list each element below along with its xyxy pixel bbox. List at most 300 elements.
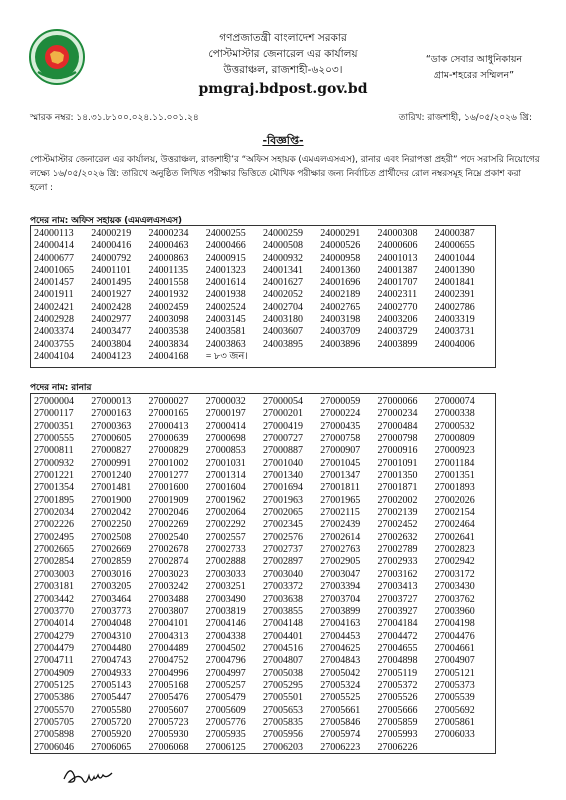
roll-number: 27003430 <box>434 581 475 593</box>
roll-number: 27003023 <box>148 568 189 580</box>
roll-number: 27002897 <box>263 556 303 568</box>
roll-number: 27004146 <box>205 618 246 630</box>
roll-number: 27005295 <box>263 679 303 691</box>
roll-number: 27005705 <box>34 716 74 728</box>
roll-number: 24000915 <box>205 252 246 264</box>
roll-number: 27002859 <box>91 556 132 568</box>
roll-number: 27005121 <box>434 667 475 679</box>
notice-date: তারিখ: রাজশাহী, ১৬/০৫/২০২৬ খ্রি: <box>398 113 532 123</box>
roll-number: 27003394 <box>320 581 361 593</box>
roll-number: 27002064 <box>205 507 246 519</box>
roll-number: 27005723 <box>148 716 189 728</box>
roll-number: 27003773 <box>91 605 132 617</box>
roll-number: 24000863 <box>148 252 189 264</box>
roll-number: 27005476 <box>148 692 189 704</box>
roll-number: 27004807 <box>263 655 303 667</box>
roll-number: 27003490 <box>205 593 246 605</box>
roll-number: 27000532 <box>434 420 475 432</box>
roll-number: 24001932 <box>148 289 189 301</box>
roll-number: 27003172 <box>434 568 475 580</box>
roll-number: 27005119 <box>377 667 418 679</box>
notice-title: -বিজ্ঞপ্তি- <box>262 134 304 147</box>
roll-number: 24001044 <box>434 252 475 264</box>
roll-number: 27000419 <box>263 420 303 432</box>
roll-number: 27000338 <box>434 408 475 420</box>
roll-number: 27000758 <box>320 433 361 445</box>
roll-number: 24003895 <box>263 338 303 350</box>
roll-number: 27004489 <box>148 642 189 654</box>
website-link[interactable]: pmgraj.bdpost.gov.bd <box>198 81 368 97</box>
roll-number: 24001387 <box>377 264 418 276</box>
roll-number: 27002065 <box>263 507 303 519</box>
government-seal-logo <box>28 28 86 86</box>
roll-number: 27003819 <box>205 605 246 617</box>
roll-number: 27005692 <box>434 704 475 716</box>
roll-number: 24002786 <box>434 301 475 313</box>
roll-number: 24002770 <box>377 301 418 313</box>
roll-number: 24002421 <box>34 301 74 313</box>
roll-number: 27004310 <box>91 630 132 642</box>
roll-number: 24003319 <box>434 314 475 326</box>
roll-number: 24003180 <box>263 314 303 326</box>
roll-number: 27000363 <box>91 420 132 432</box>
roll-number: 27002854 <box>34 556 74 568</box>
roll-number: 27000414 <box>205 420 246 432</box>
total-count: = ৮৩ জন। <box>205 350 248 362</box>
roll-number: 27002823 <box>434 544 475 556</box>
roll-number: 27001240 <box>91 470 132 482</box>
roll-number: 27001347 <box>320 470 361 482</box>
roll-number: 24001457 <box>34 277 74 289</box>
roll-number: 24000414 <box>34 240 74 252</box>
roll-number: 24000655 <box>434 240 475 252</box>
roll-number: 27005935 <box>205 729 246 741</box>
roll-number: 27002874 <box>148 556 189 568</box>
roll-number: 27003162 <box>377 568 418 580</box>
roll-number: 27002789 <box>377 544 418 556</box>
roll-number: 27004048 <box>91 618 132 630</box>
roll-number: 27000032 <box>205 396 246 407</box>
roll-number: 27005479 <box>205 692 246 704</box>
roll-number: 27005372 <box>377 679 418 691</box>
roll-number: 27002269 <box>148 519 189 531</box>
roll-number: 27004502 <box>205 642 246 654</box>
roll-number: 27002452 <box>377 519 418 531</box>
roll-number: 27004279 <box>34 630 74 642</box>
roll-number: 24003899 <box>377 338 418 350</box>
roll-number: 24002765 <box>320 301 361 313</box>
roll-number: 27004743 <box>91 655 132 667</box>
roll-number: 27005666 <box>377 704 418 716</box>
roll-number: 27004752 <box>148 655 189 667</box>
roll-number: 27000916 <box>377 445 418 457</box>
roll-number: 24002189 <box>320 289 361 301</box>
roll-number: 27002026 <box>434 494 475 506</box>
roll-number: 27001002 <box>148 457 189 469</box>
roll-number: 27001811 <box>320 482 360 494</box>
roll-number: 24000466 <box>205 240 246 252</box>
roll-number: 27006226 <box>377 741 418 753</box>
roll-number: 27004163 <box>320 618 361 630</box>
roll-number: 27005607 <box>148 704 189 716</box>
roll-number: 24003607 <box>263 326 303 338</box>
roll-number: 27002508 <box>91 531 132 543</box>
roll-number: 24001360 <box>320 264 361 276</box>
roll-number: 27003638 <box>263 593 303 605</box>
roll-number: 24000416 <box>91 240 132 252</box>
slogan-line-2: গ্রাম-শহরের সম্মিলন” <box>433 70 515 81</box>
roll-number: 27006033 <box>434 729 475 741</box>
roll-number: 27005042 <box>320 667 361 679</box>
roll-number: 24004168 <box>148 350 189 362</box>
roll-number: 27000004 <box>34 396 74 407</box>
notice-intro: পোস্টমাস্টার জেনারেল এর কার্যালয়, উত্তরাঞ্চল, রাজশাহী’র “অফিস সহায়ক (এমএলএসএস), রানার এবং নিরাপত্তা প্রহরী” পদে সরাসরি নিয়োগের লক্ষ্যে ১৬/০৫/২০২৬ খ্রি: তারিখে অনুষ্ঠিত লিখিত পরীক্ষার ভিত্তিতে মৌখিক পরীক্ষার জন্য নির্বাচিত প্রার্থীদের রোল নম্বরসমূহ নিম্নে প্রকাশ করা হলো : <box>30 155 540 193</box>
roll-number: 24001341 <box>263 264 303 276</box>
roll-number: 27001184 <box>434 457 475 469</box>
roll-number: 27003762 <box>434 593 475 605</box>
roll-number: 27004453 <box>320 630 361 642</box>
roll-number: 27005125 <box>34 679 74 691</box>
roll-number: 27005373 <box>434 679 475 691</box>
roll-number: 27004796 <box>205 655 246 667</box>
roll-number: 24001938 <box>205 289 246 301</box>
roll-number: 27001895 <box>34 494 74 506</box>
roll-number: 27000066 <box>377 396 418 407</box>
roll-table-runner <box>30 393 496 754</box>
roll-number: 27002046 <box>148 507 189 519</box>
roll-number: 27002540 <box>148 531 189 543</box>
roll-number: 27004997 <box>205 667 246 679</box>
roll-number: 27004472 <box>377 630 418 642</box>
roll-number: 27001604 <box>205 482 246 494</box>
roll-number: 24001101 <box>91 264 131 276</box>
roll-number: 27000413 <box>148 420 189 432</box>
roll-number: 24000508 <box>263 240 303 252</box>
government-name: গণপ্রজাতন্ত্রী বাংলাদেশ সরকার <box>219 32 347 44</box>
roll-number: 27002576 <box>263 531 303 543</box>
roll-number: 27000727 <box>263 433 303 445</box>
roll-number: 24000113 <box>34 228 74 239</box>
roll-number: 24003477 <box>91 326 132 338</box>
roll-number: 27005861 <box>434 716 475 728</box>
roll-number: 27005835 <box>263 716 303 728</box>
roll-number: 27005846 <box>320 716 361 728</box>
roll-number: 24001013 <box>377 252 418 264</box>
roll-number: 27002115 <box>320 507 360 519</box>
roll-number: 27003770 <box>34 605 74 617</box>
roll-number: 27003704 <box>320 593 361 605</box>
roll-number: 24000291 <box>320 228 361 239</box>
office-address: উত্তরাঞ্চল, রাজশাহী-৬২০৩। <box>223 64 343 76</box>
roll-number: 27001031 <box>205 457 246 469</box>
roll-number: 24000259 <box>263 228 303 239</box>
roll-number: 27004907 <box>434 655 475 667</box>
roll-number: 27004479 <box>34 642 74 654</box>
roll-number: 24000677 <box>34 252 74 264</box>
roll-number: 24001065 <box>34 264 74 276</box>
roll-number: 27005653 <box>263 704 303 716</box>
roll-number: 27000853 <box>205 445 246 457</box>
roll-number: 27005501 <box>263 692 303 704</box>
roll-grid <box>34 396 492 754</box>
roll-number: 27005974 <box>320 729 361 741</box>
roll-number: 27000074 <box>434 396 475 407</box>
roll-number: 27004516 <box>263 642 303 654</box>
roll-number: 27003488 <box>148 593 189 605</box>
roll-number: 24004104 <box>34 350 74 362</box>
roll-number: 24003538 <box>148 326 189 338</box>
roll-number: 27005570 <box>34 704 74 716</box>
roll-number: 27005038 <box>263 667 303 679</box>
roll-number: 27003413 <box>377 581 418 593</box>
roll-number: 27004843 <box>320 655 361 667</box>
roll-number: 27005539 <box>434 692 475 704</box>
roll-number: 27002557 <box>205 531 246 543</box>
roll-number: 27005609 <box>205 704 246 716</box>
roll-number: 27001871 <box>377 482 418 494</box>
roll-number: 27001965 <box>320 494 361 506</box>
roll-number: 27002464 <box>434 519 475 531</box>
roll-number: 27000698 <box>205 433 246 445</box>
roll-number: 24000308 <box>377 228 418 239</box>
roll-number: 27001221 <box>34 470 74 482</box>
roll-number: 27001963 <box>263 494 303 506</box>
roll-number: 27002034 <box>34 507 74 519</box>
post-label-office-assistant: পদের নাম: অফিস সহায়ক (এমএলএসএস) <box>30 216 182 226</box>
roll-number: 27001600 <box>148 482 189 494</box>
roll-number: 24003755 <box>34 338 74 350</box>
roll-number: 27002042 <box>91 507 132 519</box>
roll-number: 24002052 <box>263 289 303 301</box>
roll-number: 27005930 <box>148 729 189 741</box>
roll-number: 27000163 <box>91 408 132 420</box>
roll-number: 27005720 <box>91 716 132 728</box>
roll-grid <box>34 228 492 363</box>
roll-number: 27006068 <box>148 741 189 753</box>
roll-number: 24001927 <box>91 289 132 301</box>
roll-number: 27001900 <box>91 494 132 506</box>
roll-number: 27005661 <box>320 704 361 716</box>
roll-number: 27001045 <box>320 457 361 469</box>
roll-number: 27000811 <box>34 445 74 457</box>
roll-number: 27000165 <box>148 408 189 420</box>
signature <box>62 763 116 787</box>
roll-number: 27000117 <box>34 408 74 420</box>
roll-number: 24000387 <box>434 228 475 239</box>
roll-number: 27001277 <box>148 470 189 482</box>
roll-number: 24000932 <box>263 252 303 264</box>
roll-number: 24003145 <box>205 314 246 326</box>
slogan <box>404 52 544 84</box>
roll-number: 27002942 <box>434 556 475 568</box>
roll-number: 27001091 <box>377 457 418 469</box>
roll-number: 27003855 <box>263 605 303 617</box>
organization-header <box>118 30 448 100</box>
roll-number: 27004198 <box>434 618 475 630</box>
roll-number: 27006223 <box>320 741 361 753</box>
roll-number: 27002632 <box>377 531 418 543</box>
roll-number: 24000606 <box>377 240 418 252</box>
roll-number: 24004123 <box>91 350 132 362</box>
roll-number: 27002226 <box>34 519 74 531</box>
roll-number: 27004476 <box>434 630 475 642</box>
roll-number: 24003098 <box>148 314 189 326</box>
roll-number: 27004401 <box>263 630 303 642</box>
roll-number: 27002888 <box>205 556 246 568</box>
roll-number: 27000555 <box>34 433 74 445</box>
roll-number: 27003442 <box>34 593 74 605</box>
roll-number: 27002495 <box>34 531 74 543</box>
roll-number: 24004006 <box>434 338 475 350</box>
roll-number: 27002154 <box>434 507 475 519</box>
roll-number: 27001314 <box>205 470 246 482</box>
roll-number: 27000059 <box>320 396 361 407</box>
roll-number: 27001354 <box>34 482 74 494</box>
roll-number: 27002669 <box>91 544 132 556</box>
roll-number: 27004996 <box>148 667 189 679</box>
roll-number: 24001841 <box>434 277 475 289</box>
roll-number: 24002977 <box>91 314 132 326</box>
roll-number: 24003834 <box>148 338 189 350</box>
roll-number: 27001962 <box>205 494 246 506</box>
roll-number: 24002311 <box>377 289 418 301</box>
roll-number: 24003896 <box>320 338 361 350</box>
memo-number: স্মারক নম্বর: ১৪.৩১.৮১০০.০২৪.১১.০০১.২৪ <box>30 113 199 123</box>
roll-number: 27000809 <box>434 433 475 445</box>
roll-number: 27000798 <box>377 433 418 445</box>
roll-number: 27004661 <box>434 642 475 654</box>
roll-number: 27000197 <box>205 408 246 420</box>
roll-number: 24002524 <box>205 301 246 313</box>
roll-number: 27000991 <box>91 457 132 469</box>
roll-number: 27005324 <box>320 679 361 691</box>
roll-number: 24001558 <box>148 277 189 289</box>
roll-number: 27003807 <box>148 605 189 617</box>
roll-number: 27003033 <box>205 568 246 580</box>
roll-number: 27003242 <box>148 581 189 593</box>
roll-number: 24003729 <box>377 326 418 338</box>
roll-number: 27001040 <box>263 457 303 469</box>
roll-number: 27001694 <box>263 482 303 494</box>
roll-number: 27003205 <box>91 581 132 593</box>
roll-number: 24002428 <box>91 301 132 313</box>
roll-number: 27005143 <box>91 679 132 691</box>
roll-number: 27003251 <box>205 581 246 593</box>
roll-number: 24002928 <box>34 314 74 326</box>
roll-number: 27005956 <box>263 729 303 741</box>
roll-number: 27005447 <box>91 692 132 704</box>
roll-number: 27004711 <box>34 655 74 667</box>
roll-number: 24001323 <box>205 264 246 276</box>
roll-number: 24002704 <box>263 301 303 313</box>
roll-number: 27005580 <box>91 704 132 716</box>
roll-number: 24001135 <box>148 264 189 276</box>
roll-number: 27002933 <box>377 556 418 568</box>
roll-number: 24000219 <box>91 228 132 239</box>
roll-number: 27003927 <box>377 605 418 617</box>
roll-number: 24003581 <box>205 326 246 338</box>
roll-number: 24001911 <box>34 289 74 301</box>
roll-number: 27000484 <box>377 420 418 432</box>
roll-number: 27002002 <box>377 494 418 506</box>
roll-number: 27000201 <box>263 408 303 420</box>
roll-number: 27000054 <box>263 396 303 407</box>
roll-number: 24003198 <box>320 314 361 326</box>
roll-number: 24001627 <box>263 277 303 289</box>
roll-number: 27003960 <box>434 605 475 617</box>
roll-number: 27003003 <box>34 568 74 580</box>
roll-number: 24001390 <box>434 264 475 276</box>
roll-number: 27004184 <box>377 618 418 630</box>
roll-number: 27001481 <box>91 482 132 494</box>
roll-number: 27006125 <box>205 741 246 753</box>
roll-number: 27000013 <box>91 396 132 407</box>
roll-number: 27004148 <box>263 618 303 630</box>
roll-number: 27004313 <box>148 630 189 642</box>
roll-number: 27004655 <box>377 642 418 654</box>
roll-number: 27004933 <box>91 667 132 679</box>
roll-number: 27003727 <box>377 593 418 605</box>
roll-number: 27005776 <box>205 716 246 728</box>
roll-number: 27000234 <box>377 408 418 420</box>
roll-number: 27004625 <box>320 642 361 654</box>
roll-number: 24001707 <box>377 277 418 289</box>
roll-number: 24000463 <box>148 240 189 252</box>
roll-number: 27002439 <box>320 519 361 531</box>
roll-number: 24003804 <box>91 338 132 350</box>
roll-number: 27000639 <box>148 433 189 445</box>
slogan-line-1: “ডাক সেবার আধুনিকায়ন <box>425 54 523 65</box>
roll-number: 27006203 <box>263 741 303 753</box>
roll-number: 27006046 <box>34 741 74 753</box>
office-name: পোস্টমাস্টার জেনারেল এর কার্যালয় <box>208 48 358 60</box>
roll-number: 27000351 <box>34 420 74 432</box>
roll-number: 27002292 <box>205 519 246 531</box>
roll-number: 24001495 <box>91 277 132 289</box>
roll-number: 27002733 <box>205 544 246 556</box>
roll-number: 24000958 <box>320 252 361 264</box>
post-label-runner: পদের নাম: রানার <box>30 383 92 393</box>
roll-number: 27002139 <box>377 507 418 519</box>
roll-number: 27003047 <box>320 568 361 580</box>
roll-number: 27000827 <box>91 445 132 457</box>
roll-number: 27001340 <box>263 470 303 482</box>
roll-number: 27002678 <box>148 544 189 556</box>
roll-number: 24003863 <box>205 338 246 350</box>
roll-number: 27001893 <box>434 482 475 494</box>
roll-number: 24002391 <box>434 289 475 301</box>
roll-number: 27002641 <box>434 531 475 543</box>
roll-number: 27005993 <box>377 729 418 741</box>
roll-number: 27001350 <box>377 470 418 482</box>
roll-number: 27000932 <box>34 457 74 469</box>
roll-number: 27005898 <box>34 729 74 741</box>
roll-number: 27005920 <box>91 729 132 741</box>
roll-number: 24003731 <box>434 326 475 338</box>
roll-number: 27002250 <box>91 519 132 531</box>
roll-number: 24000234 <box>148 228 189 239</box>
roll-number: 27005859 <box>377 716 418 728</box>
roll-number: 27002665 <box>34 544 74 556</box>
roll-number: 24003206 <box>377 314 418 326</box>
roll-number: 27000923 <box>434 445 475 457</box>
roll-number: 24000526 <box>320 240 361 252</box>
roll-number: 27005526 <box>377 692 418 704</box>
roll-number: 27000907 <box>320 445 361 457</box>
roll-number: 24001614 <box>205 277 246 289</box>
roll-number: 27002737 <box>263 544 303 556</box>
roll-number: 27004338 <box>205 630 246 642</box>
